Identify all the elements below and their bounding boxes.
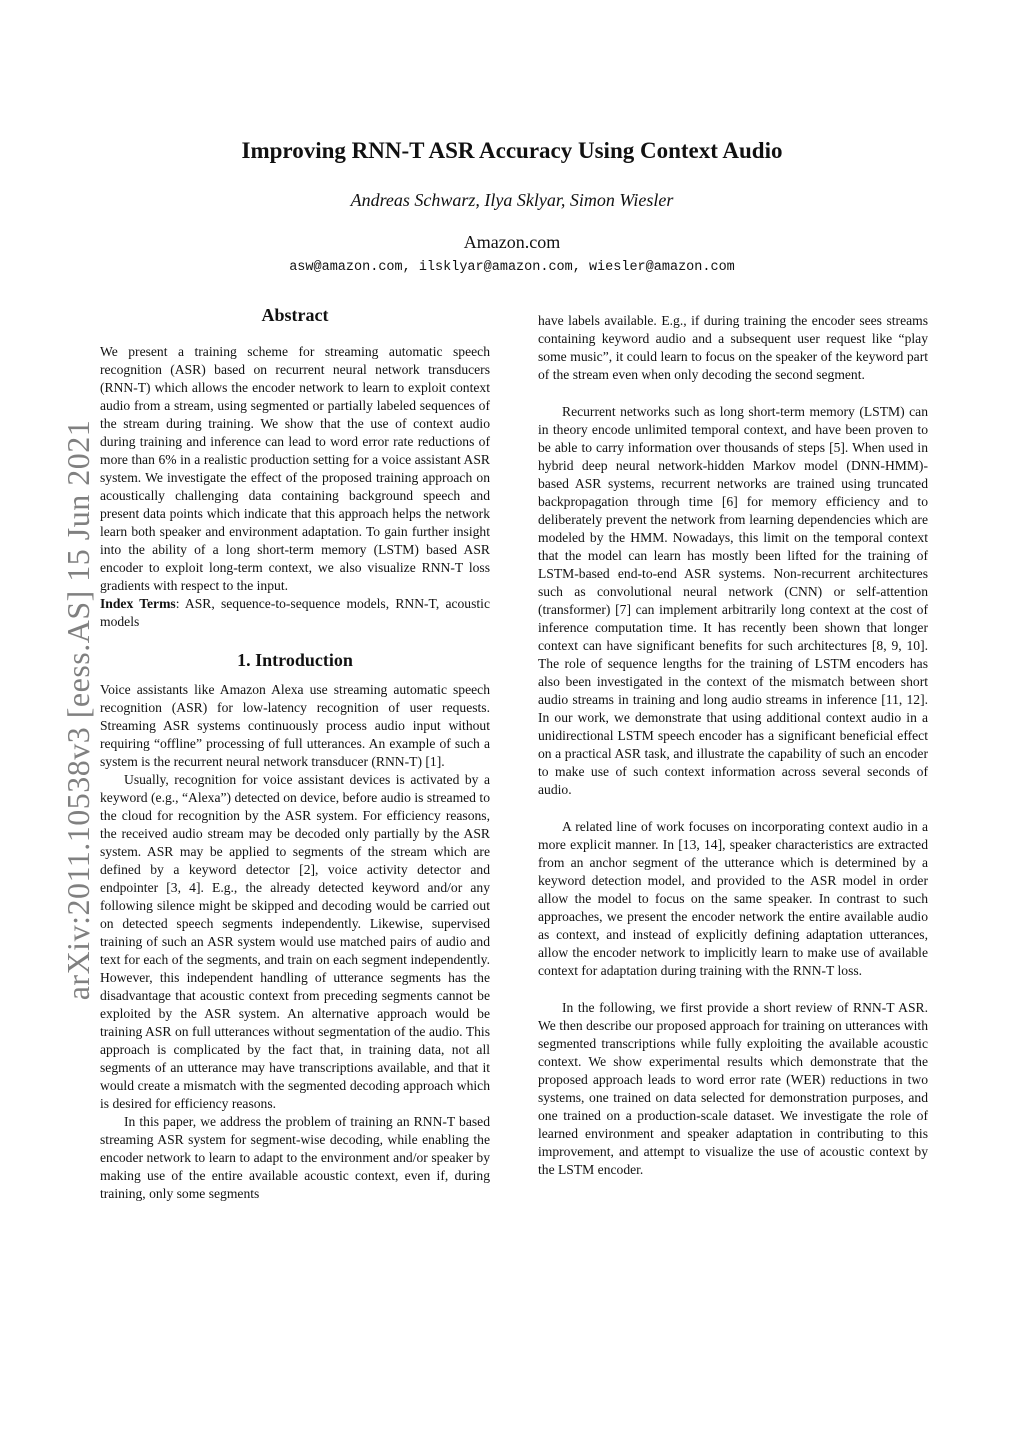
intro-paragraph: have labels available. E.g., if during training the encoder sees streams containing keyword audio and a subsequent user request like “play some music”, it could learn to focus on the speaker of the keyword part of the stream even when only decoding the second segment.	[538, 313, 928, 382]
author-emails: asw@amazon.com, ilsklyar@amazon.com, wiesler@amazon.com	[289, 260, 735, 275]
abstract-text: We present a training scheme for streaming automatic speech recognition (ASR) based on recurrent neural network transducers (RNN-T) which allows the encoder network to learn to exploit context audio from a stream, using segmented or partially labeled sequences of the stream during training. We show that the use of context audio during training and inference can lead to word error rate reductions of more than 6% in a realistic production setting for a voice assistant ASR system. We investigate the effect of the proposed training approach on acoustically challenging data containing background speech and present data points which indicate that this approach helps the network learn both speaker and environment adaptation. To gain further insight into the ability of a long short-term memory (LSTM) based ASR encoder to exploit long-term context, we also visualize RNN-T loss gradients with respect to the input.	[100, 344, 490, 593]
paper-title: Improving RNN-T ASR Accuracy Using Context Audio	[241, 138, 783, 163]
intro-paragraph: A related line of work focuses on incorporating context audio in a more explicit manner. In [13, 14], speaker characteristics are extracted from an anchor segment of the utterance which is determined by a keyword detection model, and provided to the ASR model in order allow the model to focus on the same speaker. In contrast to such approaches, we present the encoder network the entire available audio as context, and instead of explicitly defining adaptation utterances, allow the encoder network to implicitly learn to make use of available context for adaptation during training with the RNN-T loss.	[538, 819, 928, 978]
arxiv-side-stamp: arXiv:2011.10538v3 [eess.AS] 15 Jun 2021	[60, 419, 96, 1001]
introduction-heading: 1. Introduction	[237, 650, 353, 670]
index-terms-label: Index Terms	[100, 596, 176, 611]
affiliation: Amazon.com	[463, 232, 561, 252]
right-column	[538, 312, 928, 1179]
intro-paragraph: Voice assistants like Amazon Alexa use streaming automatic speech recognition (ASR) for low-latency recognition of user requests. Streaming ASR systems continuously process audio input without requiring “offline” processing of full utterances. An example of such a system is the recurrent neural network transducer (RNN-T) [1].	[100, 682, 490, 769]
index-terms-text: : ASR, sequence-to-sequence models, RNN-T, acoustic models	[100, 596, 490, 629]
index-terms	[100, 595, 490, 631]
intro-paragraph: Usually, recognition for voice assistant devices is activated by a keyword (e.g., “Alexa”) detected on device, before audio is streamed to the cloud for recognition by the ASR system. For efficiency reasons, the received audio stream may be decoded only partially by the ASR system. ASR may be applied to segments of the stream which are defined by a keyword detector [2], voice activity detector and endpointer [3, 4]. E.g., the already detected keyword and/or any following silence might be skipped and decoding would be carried out on detected speech segments independently. Likewise, supervised training of such an ASR system would use matched pairs of audio and text for each of the segments, and train on each segment independently. However, this independent handling of utterance segments has the disadvantage that acoustic context from preceding segments cannot be exploited by the ASR system. An alternative approach would be training ASR on full utterances without segmentation of the audio. This approach is complicated by the fact that, in training data, not all segments of an utterance may have transcriptions available, and that it would create a mismatch with the segmented decoding approach which is desired for efficiency reasons.	[100, 772, 490, 1111]
abstract-heading: Abstract	[261, 305, 329, 325]
left-column	[100, 304, 490, 1203]
author-list: Andreas Schwarz, Ilya Sklyar, Simon Wiesler	[350, 190, 674, 210]
intro-paragraph: In the following, we first provide a short review of RNN-T ASR. We then describe our proposed approach for training on utterances with segmented transcriptions while fully exploiting the available acoustic context. We show experimental results which demonstrate that the proposed approach leads to word error rate (WER) reductions in two systems, one trained on data selected for demonstration purposes, and one trained on a production-scale dataset. We investigate the role of learned environment and speaker adaptation in contributing to this improvement, and attempt to visualize the use of acoustic context by the LSTM encoder.	[538, 1000, 928, 1177]
intro-paragraph: In this paper, we address the problem of training an RNN-T based streaming ASR system for segment-wise decoding, while enabling the encoder network to learn to adapt to the environment and/or speaker by making use of the entire available acoustic context, even if, during training, only some segments	[100, 1114, 490, 1201]
intro-paragraph: Recurrent networks such as long short-term memory (LSTM) can in theory encode unlimited temporal context, and have been proven to be able to carry information over thousands of steps [5]. When used in hybrid deep neural network-hidden Markov model (DNN-HMM)-based ASR systems, recurrent networks are trained using truncated backpropagation through time [6] for memory efficiency and to deliberately prevent the network from learning dependencies which are modeled by the HMM. Nowadays, this limit on the temporal context that the model can learn has mostly been lifted for the training of LSTM-based end-to-end ASR systems. Non-recurrent architectures such as convolutional neural network (CNN) or self-attention (transformer) [7] can implement arbitrarily long context at the cost of inference computation time. It has recently been shown that longer context can have significant benefits for such architectures [8, 9, 10]. The role of sequence lengths for the training of LSTM encoders has also been investigated in the context of the mismatch between short audio streams in training and long audio streams in inference [11, 12]. In our work, we demonstrate that using additional context audio in a unidirectional LSTM speech encoder has a significant beneficial effect on a practical ASR task, and illustrate the capability of such an encoder to make use of such context information across several seconds of audio.	[538, 404, 928, 797]
